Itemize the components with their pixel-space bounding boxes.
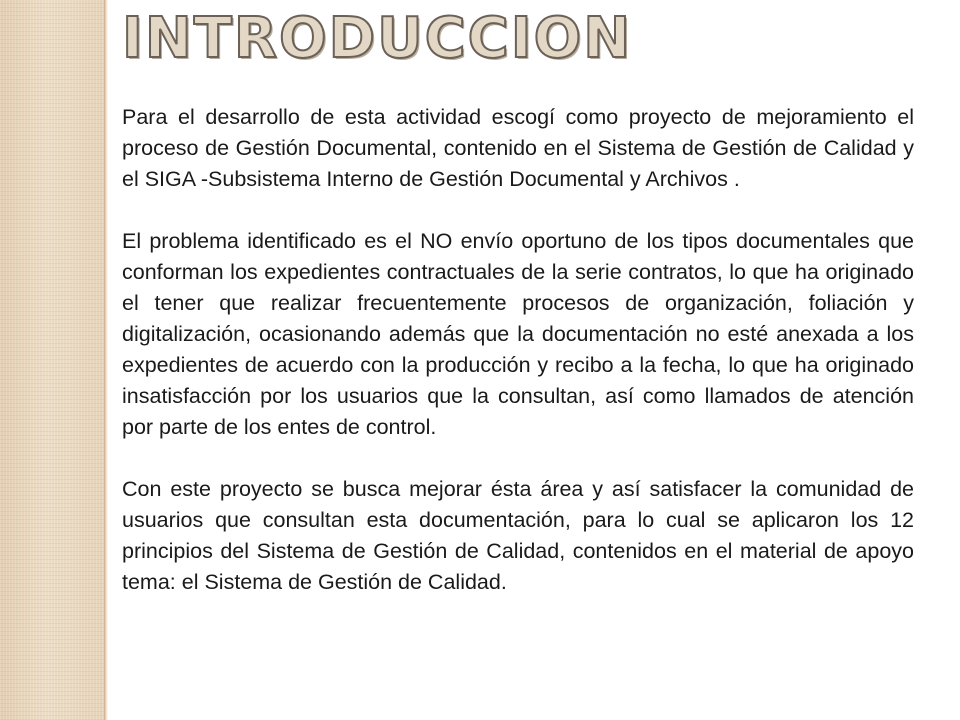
paragraph-project-choice: Para el desarrollo de esta actividad escogí como proyecto de mejoramiento el proceso de Gestión Documental, contenido en el Sistema de Gestión de Calidad y el SIGA -Subsistema Interno de Gestión Documental y Archivos . — [122, 105, 914, 191]
paragraph-problem-identified: El problema identificado es el NO envío oportuno de los tipos documentales que conforman los expedientes contractuales de la serie contratos, lo que ha originado el tener que realizar frecuentemente procesos de organización, foliación y digitalización, ocasionando además que la documentación no esté anexada a los expedientes de acuerdo con la producción y recibo a la fecha, lo que ha originado insatisfacción por los usuarios que la consultan, así como llamados de atención por parte de los entes de control. — [122, 229, 914, 439]
slide-body — [122, 102, 914, 598]
paragraph-project-goal: Con este proyecto se busca mejorar ésta área y así satisfacer la comunidad de usuarios que consultan esta documentación, para lo cual se aplicaron los 12 principios del Sistema de Gestión de Calidad, contenidos en el material de apoyo tema: el Sistema de Gestión de Calidad. — [122, 477, 914, 594]
slide-title: INTRODUCCION — [122, 6, 633, 71]
side-band-edge — [104, 0, 108, 720]
decorative-side-band — [0, 0, 104, 720]
